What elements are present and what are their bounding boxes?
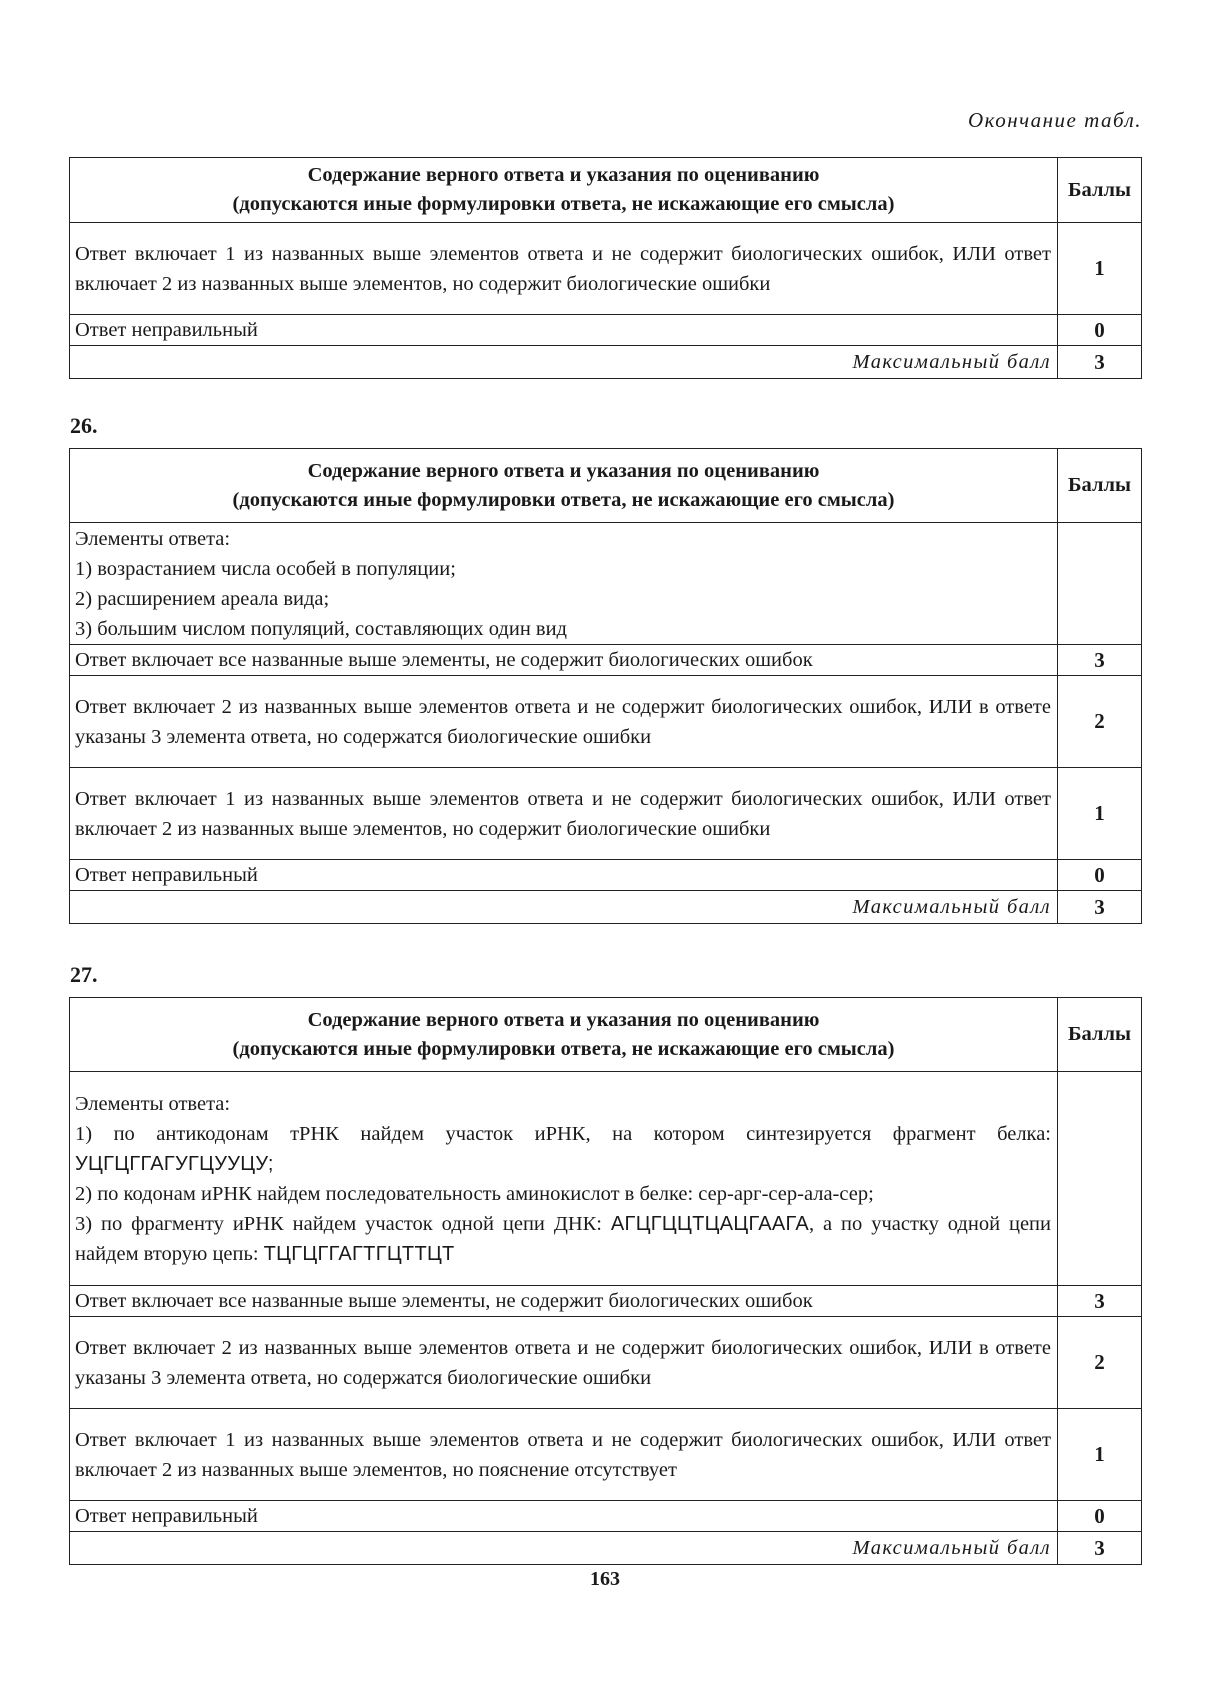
header-line-2: (допускаются иные формулировки ответа, не искажающие его смысла) xyxy=(232,193,895,215)
header-line-1: Содержание верного ответа и указания по оцениванию xyxy=(307,1008,820,1031)
table-row xyxy=(70,1409,1142,1501)
table-header-row xyxy=(70,449,1142,523)
criterion-text: Ответ неправильный xyxy=(70,1501,1058,1532)
criterion-score: 3 xyxy=(1058,645,1142,676)
criterion-score: 0 xyxy=(1058,860,1142,891)
answer-element-item xyxy=(75,1119,1051,1179)
header-score-cell: Баллы xyxy=(1058,998,1142,1072)
task-number-26: 26. xyxy=(70,413,98,438)
header-line-1: Содержание верного ответа и указания по оцениванию xyxy=(307,164,820,186)
criterion-score: 1 xyxy=(1058,223,1142,315)
empty-score-cell xyxy=(1058,523,1142,645)
table-header-row xyxy=(70,158,1142,223)
table-row xyxy=(70,1286,1142,1317)
max-score-row xyxy=(70,891,1142,924)
answer-elements-title: Элементы ответа: xyxy=(75,1092,231,1115)
table-header-row xyxy=(70,998,1142,1072)
criterion-text: Ответ неправильный xyxy=(70,860,1058,891)
top-rubric-table xyxy=(69,157,1142,379)
answer-elements xyxy=(70,1072,1058,1286)
dna-sequence: ТЦГЦГГАГТГЦТТЦТ xyxy=(263,1242,455,1265)
answer-element-item: 2) расширением ареала вида; xyxy=(75,587,330,610)
task26-rubric-table xyxy=(69,448,1142,924)
empty-score-cell xyxy=(1058,1072,1142,1286)
table-row xyxy=(70,676,1142,768)
criterion-score: 1 xyxy=(1058,768,1142,860)
answer-element-text: 1) по антикодонам тРНК найдем участок иРНК, на котором синтезируется фрагмент белка: xyxy=(75,1122,1051,1145)
answer-element-text: 3) по фрагменту иРНК найдем участок одной цепи ДНК: xyxy=(75,1212,611,1235)
answer-elements-title: Элементы ответа: xyxy=(75,527,231,550)
max-score-value: 3 xyxy=(1058,346,1142,379)
criterion-score: 0 xyxy=(1058,315,1142,346)
answer-elements xyxy=(70,523,1058,645)
header-content-cell xyxy=(70,998,1058,1072)
criterion-score: 2 xyxy=(1058,1317,1142,1409)
max-score-label: Максимальный балл xyxy=(70,891,1058,924)
criterion-text: Ответ включает 1 из названных выше элементов ответа и не содержит биологических ошибок, ИЛИ ответ включает 2 из названных выше элементов, но пояснение отсутствует xyxy=(70,1409,1058,1501)
table-row xyxy=(70,645,1142,676)
criterion-score: 0 xyxy=(1058,1501,1142,1532)
answer-element-item: 3) большим числом популяций, составляющих один вид xyxy=(75,617,567,640)
max-score-row xyxy=(70,1532,1142,1565)
criterion-text: Ответ включает 1 из названных выше элементов ответа и не содержит биологических ошибок, ИЛИ ответ включает 2 из названных выше элементов, но содержит биологические ошибки xyxy=(70,223,1058,315)
max-score-row xyxy=(70,346,1142,379)
criterion-text: Ответ включает 1 из названных выше элементов ответа и не содержит биологических ошибок, ИЛИ ответ включает 2 из названных выше элементов, но содержит биологические ошибки xyxy=(70,768,1058,860)
continuation-label: Окончание табл. xyxy=(968,108,1142,132)
table-row xyxy=(70,315,1142,346)
header-line-2: (допускаются иные формулировки ответа, не искажающие его смысла) xyxy=(232,1037,895,1060)
header-score-cell: Баллы xyxy=(1058,449,1142,523)
header-score-cell: Баллы xyxy=(1058,158,1142,223)
table-row xyxy=(70,860,1142,891)
answer-element-item: 2) по кодонам иРНК найдем последовательность аминокислот в белке: сер-арг-сер-ала-сер; xyxy=(75,1182,874,1205)
criterion-text: Ответ включает все названные выше элементы, не содержит биологических ошибок xyxy=(70,1286,1058,1317)
criterion-score: 1 xyxy=(1058,1409,1142,1501)
table-row xyxy=(70,1501,1142,1532)
table-row xyxy=(70,223,1142,315)
table-row xyxy=(70,1317,1142,1409)
rna-sequence: УЦГЦГГАГУГЦУУЦУ; xyxy=(75,1152,274,1175)
criterion-text: Ответ включает все названные выше элементы, не содержит биологических ошибок xyxy=(70,645,1058,676)
header-line-2: (допускаются иные формулировки ответа, не искажающие его смысла) xyxy=(232,488,895,511)
task-number-27: 27. xyxy=(70,962,98,987)
table-row xyxy=(70,768,1142,860)
task27-rubric-table xyxy=(69,997,1142,1565)
answer-elements-row xyxy=(70,523,1142,645)
answer-element-item: 1) возрастанием числа особей в популяции; xyxy=(75,557,456,580)
max-score-label: Максимальный балл xyxy=(70,1532,1058,1565)
max-score-label: Максимальный балл xyxy=(70,346,1058,379)
header-line-1: Содержание верного ответа и указания по оцениванию xyxy=(307,459,820,482)
answer-element-item xyxy=(75,1209,1051,1269)
answer-elements-row xyxy=(70,1072,1142,1286)
max-score-value: 3 xyxy=(1058,1532,1142,1565)
max-score-value: 3 xyxy=(1058,891,1142,924)
criterion-text: Ответ включает 2 из названных выше элементов ответа и не содержит биологических ошибок, ИЛИ в ответе указаны 3 элемента ответа, но содержатся биологические ошибки xyxy=(70,1317,1058,1409)
answer-element-text: , а по участку одной цепи найдем вторую цепь: xyxy=(75,1212,1051,1265)
page-number: 163 xyxy=(590,1568,620,1590)
dna-sequence: АГЦГЦЦТЦАЦГААГА xyxy=(610,1212,809,1235)
header-content-cell xyxy=(70,449,1058,523)
header-content-cell xyxy=(70,158,1058,223)
criterion-text: Ответ включает 2 из названных выше элементов ответа и не содержит биологических ошибок, ИЛИ в ответе указаны 3 элемента ответа, но содержатся биологические ошибки xyxy=(70,676,1058,768)
criterion-score: 3 xyxy=(1058,1286,1142,1317)
criterion-text: Ответ неправильный xyxy=(70,315,1058,346)
criterion-score: 2 xyxy=(1058,676,1142,768)
